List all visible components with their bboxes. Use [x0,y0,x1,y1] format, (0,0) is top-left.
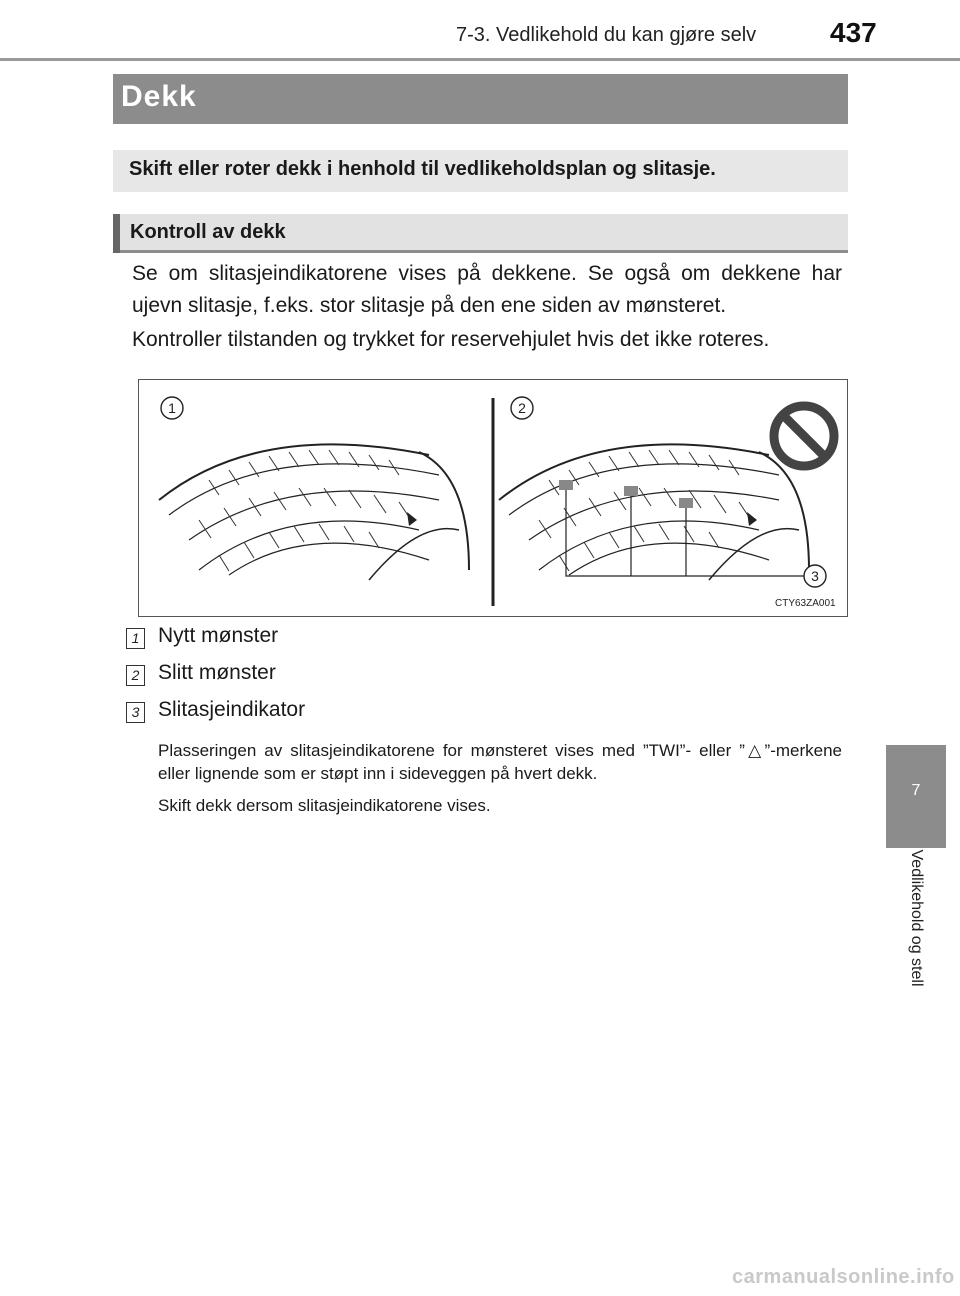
note-indicator-location: Plasseringen av slitasjeindikatorene for mønsteret vises med ”TWI”- eller ”△”-merkene eller lignende som er støpt inn i sideveggen på hvert dekk. [158,741,842,783]
header-section-title: 7-3. Vedlikehold du kan gjøre selv [456,24,757,46]
callout-1-text: 1 [168,400,176,416]
subheading-accent [113,214,120,253]
footer-watermark: carmanualsonline.info [732,1266,955,1288]
callout-2 [511,397,533,419]
page-number: 437 [830,17,877,48]
page-title: Dekk [121,80,197,113]
legend-item [126,624,279,654]
callout-3 [804,565,826,587]
tire-illustration [138,379,848,617]
legend-item [126,698,306,728]
note-replace-tires: Skift dekk dersom slitasjeindikatorene vises. [158,796,491,815]
summary-text: Skift eller roter dekk i henhold til vedlikeholdsplan og slitasje. [129,158,716,180]
header-divider [0,58,960,61]
chapter-label: Vedlikehold og stell [908,849,925,987]
legend-number: 2 [126,665,145,686]
title-bar [113,74,848,124]
subheading-bar [113,214,848,253]
summary-box [113,150,848,192]
paragraph-wear-check: Se om slitasjeindikatorene vises på dekkene. Se også om dekkene har ujevn slitasje, f.eks. stor slitasje på den ene siden av mønsteret. [132,262,842,317]
subheading-text: Kontroll av dekk [130,221,286,243]
tire-drawing [139,380,847,616]
callout-1 [161,397,183,419]
legend-number: 3 [126,702,145,723]
legend-number: 1 [126,628,145,649]
legend-label: Slitasjeindikator [158,698,306,721]
legend-label: Nytt mønster [158,624,279,647]
chapter-number: 7 [911,782,921,799]
prohibited-icon [774,406,834,466]
legend-item [126,661,276,691]
chapter-tab[interactable] [886,745,946,848]
callout-3-text: 3 [811,568,819,584]
figure-code: CTY63ZA001 [775,598,836,609]
callout-2-text: 2 [518,400,526,416]
legend-label: Slitt mønster [158,661,276,684]
paragraph-spare-wheel: Kontroller tilstanden og trykket for reservehjulet hvis det ikke roteres. [132,328,770,351]
